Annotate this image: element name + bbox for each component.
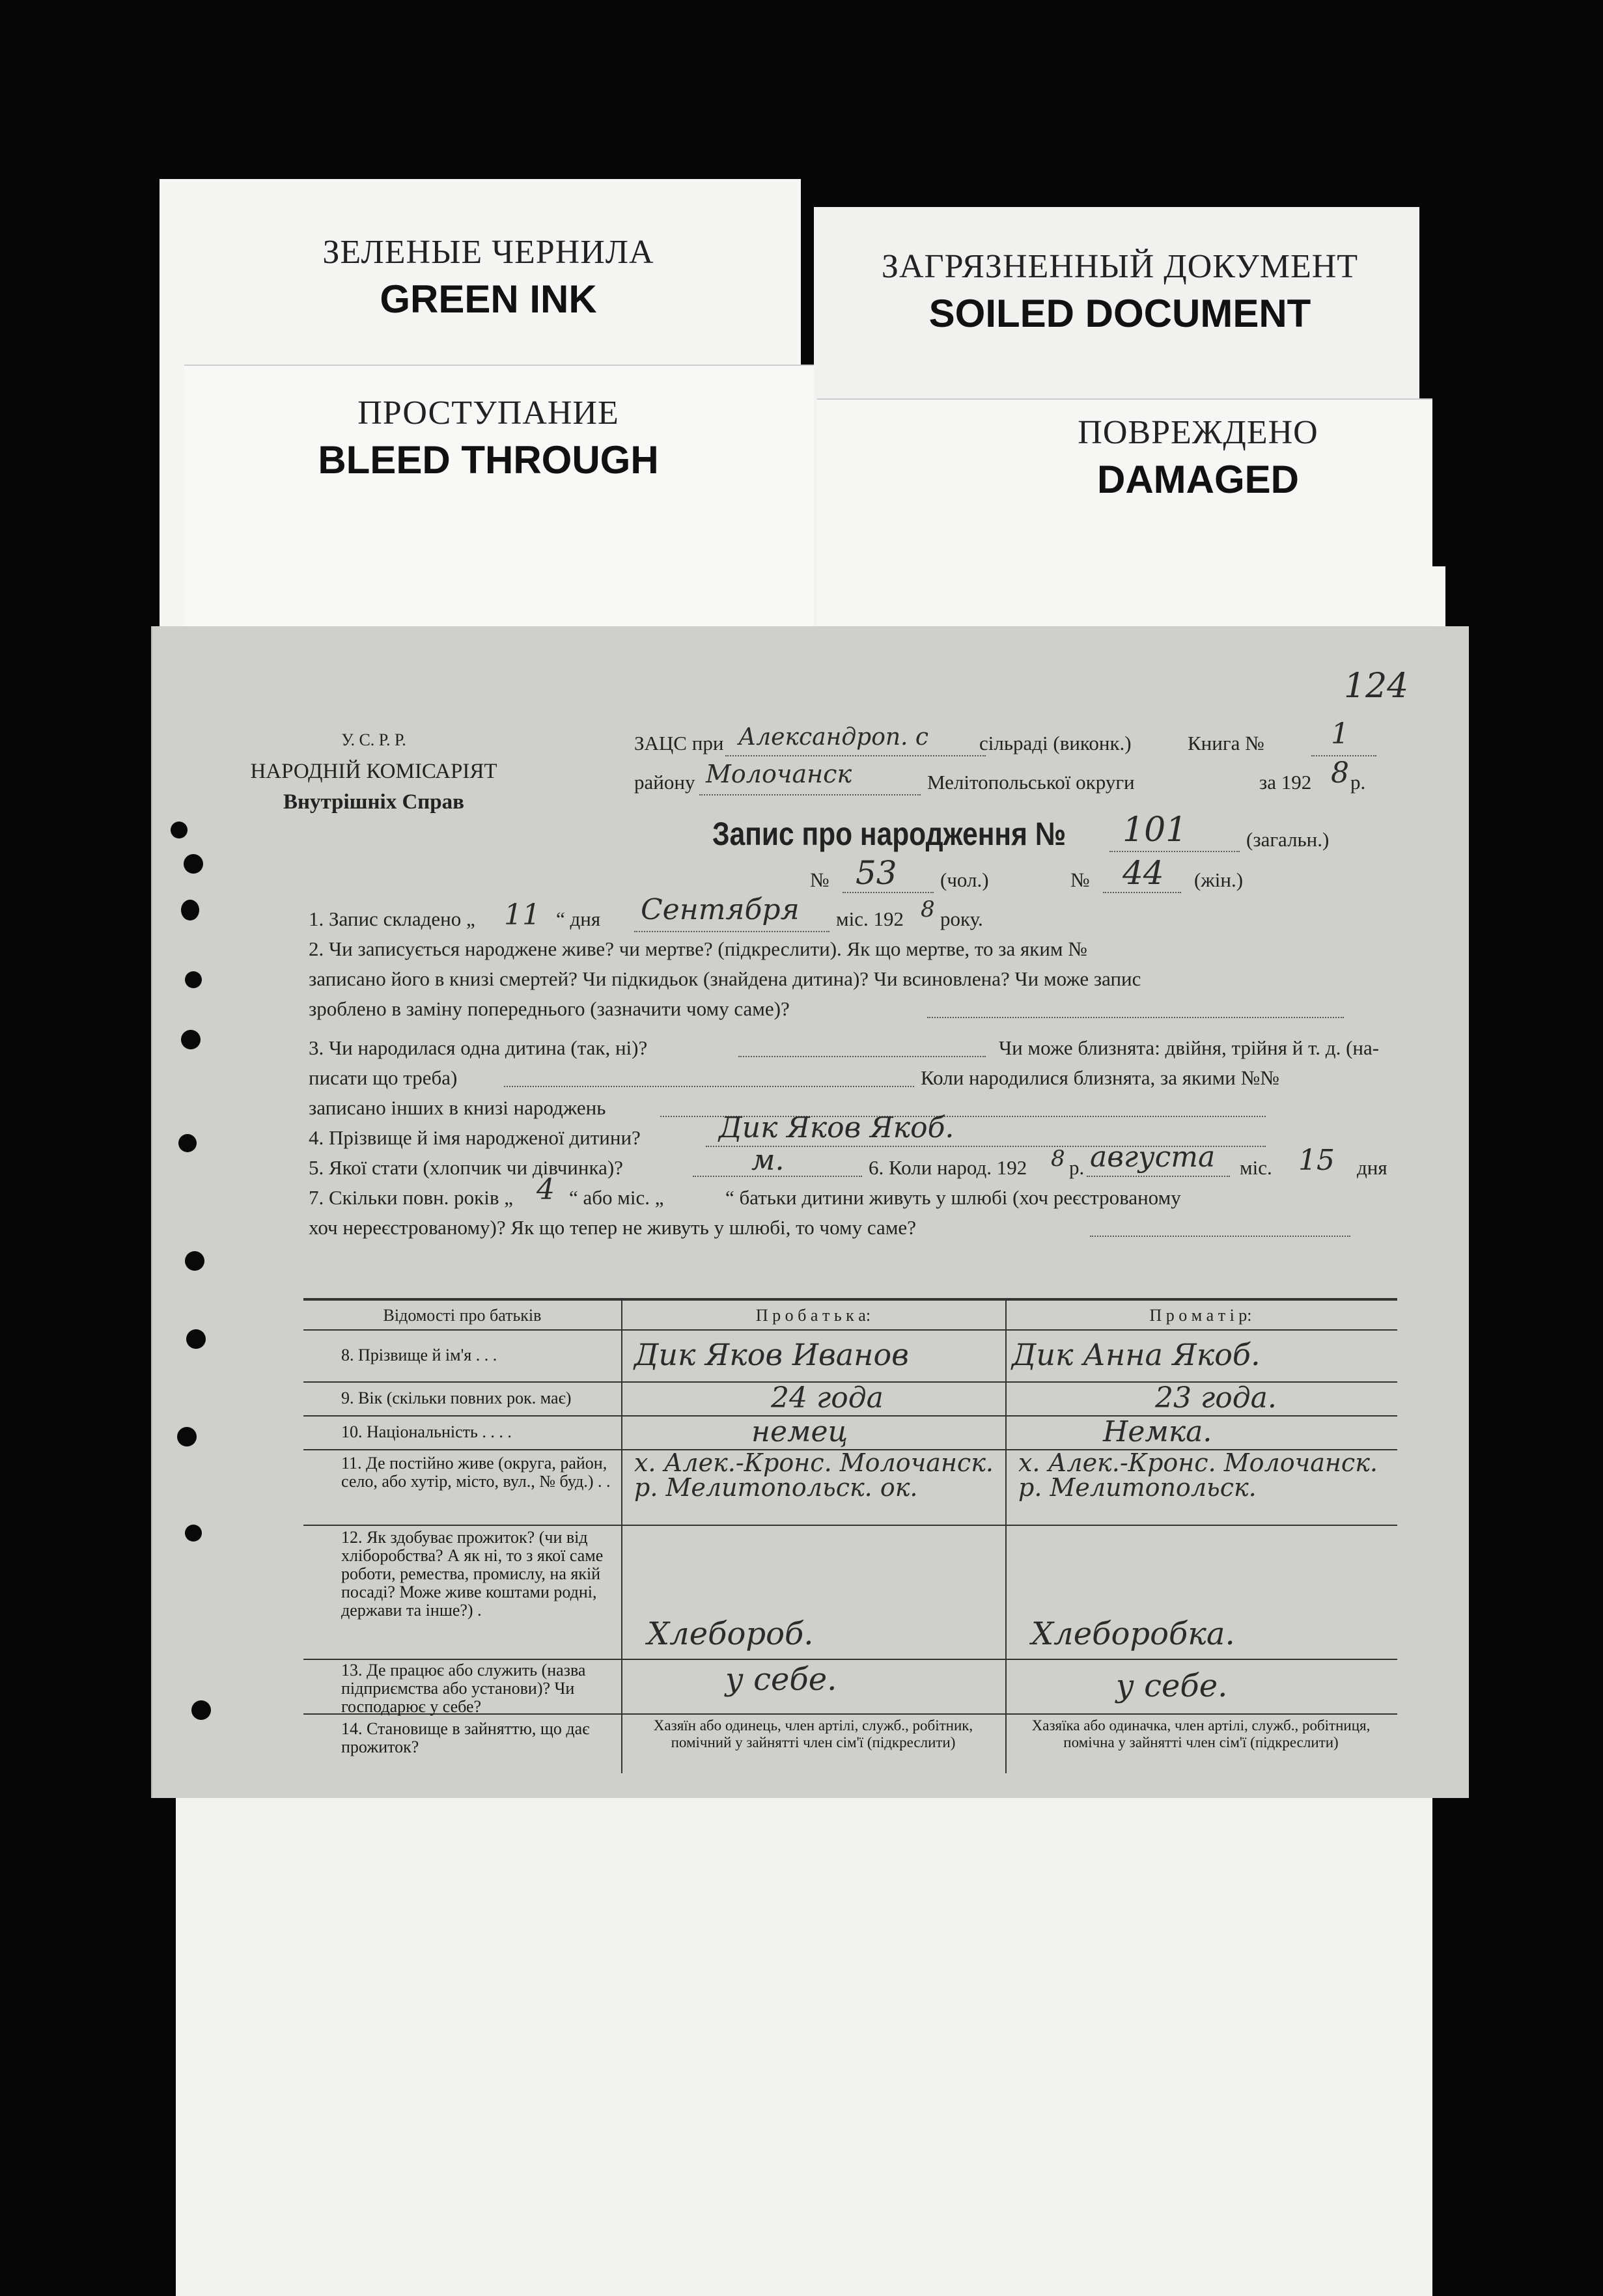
row8-question: 8. Прізвище й ім'я . . . — [341, 1346, 497, 1364]
line7-dots — [1090, 1236, 1350, 1237]
line5-dots — [693, 1176, 862, 1177]
header-ussr: У. С. Р. Р. — [341, 730, 406, 749]
punch-hole — [181, 1030, 201, 1049]
backing-sheet-bottom — [176, 1758, 1432, 2296]
line1-dots — [634, 931, 829, 932]
record-zagaln: (загальн.) — [1246, 828, 1330, 851]
za-label: за 192 — [1259, 771, 1312, 794]
row12-question: 12. Як здобуває прожиток? (чи від хліборобства? А як ні, то з якої саме роботи, ремества, промислу, на якій посаді? Може живе коштами родні, держави та інше?) . — [341, 1528, 604, 1620]
table-header-info: Відомості про батьків — [383, 1306, 542, 1325]
table-row-line — [303, 1415, 1397, 1417]
line3-dots2 — [504, 1086, 914, 1087]
header-internal-affairs: Внутрішніх Справ — [283, 790, 464, 814]
table-row-line — [303, 1659, 1397, 1660]
table-header-father: П р о б а т ь к а: — [755, 1306, 871, 1325]
line6-dnya: дня — [1357, 1156, 1387, 1179]
row14-mother: Хазяїка або одиначка, член артілі, служб., робітниця, помічна у зайнятті член сім'ї (підкреслити) — [1031, 1717, 1371, 1750]
label-damaged — [970, 413, 1426, 502]
record-dots — [1109, 851, 1240, 852]
table-header-mother: П р о м а т і р: — [1149, 1306, 1252, 1325]
punch-hole — [185, 1525, 202, 1542]
row14-question: 14. Становище в зайняттю, що дає прожиток? — [341, 1719, 590, 1756]
okrug-label: Мелітопольської округи — [927, 771, 1135, 794]
line6-label: 6. Коли народ. 192 — [869, 1156, 1027, 1179]
row11-father: х. Алек.-Кронс. Молочанск. р. Мелитопольск. ок. — [634, 1448, 994, 1502]
label-soiled-en: SOILED DOCUMENT — [928, 292, 1311, 335]
row9-question: 9. Вік (скільки повних рок. має) — [341, 1389, 572, 1407]
za-r: р. — [1350, 771, 1366, 794]
line2-a: 2. Чи записується народжене живе? чи мертве? (підкреслити). Як що мертве, то за яким № — [309, 937, 1087, 960]
line1-c: міс. 192 — [836, 907, 904, 930]
punch-hole — [181, 900, 199, 920]
line3-b: Чи може близнята: двійня, трійня й т. д. (на- — [999, 1036, 1380, 1059]
record-title: Запис про народження № — [712, 816, 1066, 852]
line6-mis: міс. — [1240, 1156, 1272, 1179]
line2-dots — [927, 1017, 1344, 1018]
book-number: 1 — [1331, 717, 1349, 751]
zhin-dots — [1103, 892, 1181, 893]
line3-e: записано інших в книзі народжень — [309, 1096, 606, 1119]
table-col-divider — [1005, 1298, 1007, 1773]
record-number: 101 — [1122, 810, 1188, 850]
header-commissariat: НАРОДНІЙ КОМІСАРІЯТ — [250, 760, 497, 783]
row11-mother: х. Алек.-Кронс. Молочанск. р. Мелитопольск. — [1018, 1448, 1378, 1502]
label-damaged-ru: ПОВРЕЖДЕНО — [1078, 414, 1318, 451]
child-name: Дик Яков Якоб. — [719, 1111, 955, 1144]
line3-d: Коли народилися близнята, за якими №№ — [921, 1066, 1279, 1089]
line1-day: 11 — [504, 898, 540, 932]
row13-father: у себе. — [725, 1661, 837, 1698]
punch-hole — [191, 1700, 211, 1720]
punch-hole — [178, 1134, 197, 1152]
row9-father: 24 года — [771, 1381, 884, 1415]
label-bleed-en: BLEED THROUGH — [318, 438, 659, 482]
line7-d: хоч нереєстрованому)? Як що тепер не живуть у шлюбі, то чому саме? — [309, 1216, 916, 1239]
line2-c: зроблено в заміну попереднього (зазначити чому саме)? — [309, 997, 790, 1020]
line3-c: писати що треба) — [309, 1066, 458, 1089]
row8-father: Дик Яков Иванов — [634, 1337, 909, 1372]
zhin-label: (жін.) — [1194, 868, 1244, 891]
line3-dots1 — [738, 1056, 986, 1057]
label-green-ink-ru: ЗЕЛЕНЫЕ ЧЕРНИЛА — [322, 234, 654, 271]
zhin-no-label: № — [1070, 868, 1090, 891]
marriage-years: 4 — [537, 1173, 555, 1206]
line5-label: 5. Якої стати (хлопчик чи дівчинка)? — [309, 1156, 623, 1179]
chol-no-label: № — [810, 868, 829, 891]
row12-mother: Хлеборобка. — [1031, 1616, 1235, 1652]
label-damaged-en: DAMAGED — [1097, 458, 1299, 501]
line1-b: “ дня — [556, 907, 601, 930]
label-soiled — [833, 247, 1406, 336]
page-number: 124 — [1344, 667, 1409, 706]
chol-label: (чол.) — [940, 868, 989, 891]
child-sex: м. — [751, 1144, 785, 1177]
chol-number: 53 — [856, 854, 897, 892]
punch-hole — [186, 1329, 206, 1349]
row8-mother: Дик Анна Якоб. — [1012, 1337, 1261, 1372]
table-col-divider — [621, 1298, 622, 1773]
row10-father: немец — [751, 1415, 848, 1448]
line7-b: “ або міс. „ — [569, 1186, 664, 1209]
row11-question: 11. Де постійно живе (округа, район, село, або хутір, місто, вул., № буд.) . . — [341, 1454, 611, 1491]
row13-question: 13. Де працює або служить (назва підприємства або установи)? Чи господарює у себе? — [341, 1661, 586, 1716]
label-soiled-ru: ЗАГРЯЗНЕННЫЙ ДОКУМЕНТ — [881, 248, 1359, 285]
zags-village: Александроп. с — [738, 724, 929, 751]
line6-dots — [1087, 1176, 1230, 1177]
line6-r: р. — [1069, 1156, 1085, 1179]
raion-name: Молочанск — [706, 760, 852, 788]
row14-father: Хазяїн або одинець, член артілі, служб., робітник, помічний у зайнятті член сім'ї (підкреслити) — [653, 1717, 973, 1750]
punch-hole — [177, 1427, 197, 1446]
line1-year: 8 — [921, 896, 935, 922]
zhin-number: 44 — [1122, 854, 1164, 892]
zags-dots — [725, 755, 986, 756]
punch-hole — [184, 854, 203, 874]
line2-b: записано його в книзі смертей? Чи підкидьок (знайдена дитина)? Чи всиновлена? Чи може запис — [309, 967, 1141, 990]
raion-label: району — [634, 771, 695, 794]
line7-label: 7. Скільки повн. років „ — [309, 1186, 513, 1209]
row13-mother: у себе. — [1116, 1668, 1228, 1704]
label-green-ink-en: GREEN INK — [380, 277, 597, 321]
birth-day: 15 — [1298, 1144, 1335, 1177]
line1-a: 1. Запис складено „ — [309, 907, 475, 930]
line3-a: 3. Чи народилася одна дитина (так, ні)? — [309, 1036, 648, 1059]
chol-dots — [843, 892, 934, 893]
line4-label: 4. Прізвище й імя народженої дитини? — [309, 1126, 641, 1149]
punch-hole — [185, 1251, 204, 1271]
table-top-border — [303, 1298, 1397, 1301]
punch-hole — [185, 971, 202, 988]
table-header-line — [303, 1329, 1397, 1331]
label-bleed-ru: ПРОСТУПАНИЕ — [357, 394, 619, 432]
row10-question: 10. Національність . . . . — [341, 1422, 512, 1441]
za-year: 8 — [1331, 756, 1349, 790]
punch-hole — [171, 822, 188, 838]
table-row-line — [303, 1525, 1397, 1526]
line1-month: Сентября — [641, 893, 800, 926]
line7-c: “ батьки дитини живуть у шлюбі (хоч реєстрованому — [725, 1186, 1181, 1209]
row12-father: Хлебороб. — [647, 1616, 814, 1652]
label-bleed — [260, 394, 716, 482]
birth-record-document — [151, 626, 1469, 1798]
row9-mother: 23 года. — [1155, 1381, 1277, 1415]
zags-rada: сільраді (виконк.) — [979, 732, 1132, 754]
row10-mother: Немка. — [1103, 1415, 1212, 1448]
line1-d: року. — [940, 907, 983, 930]
birth-month: августа — [1090, 1141, 1216, 1174]
label-green-ink — [260, 233, 716, 322]
birth-year: 8 — [1051, 1146, 1065, 1172]
raion-dots — [699, 794, 921, 795]
zags-label: ЗАЦС при — [634, 732, 724, 754]
book-label: Книга № — [1188, 732, 1264, 754]
